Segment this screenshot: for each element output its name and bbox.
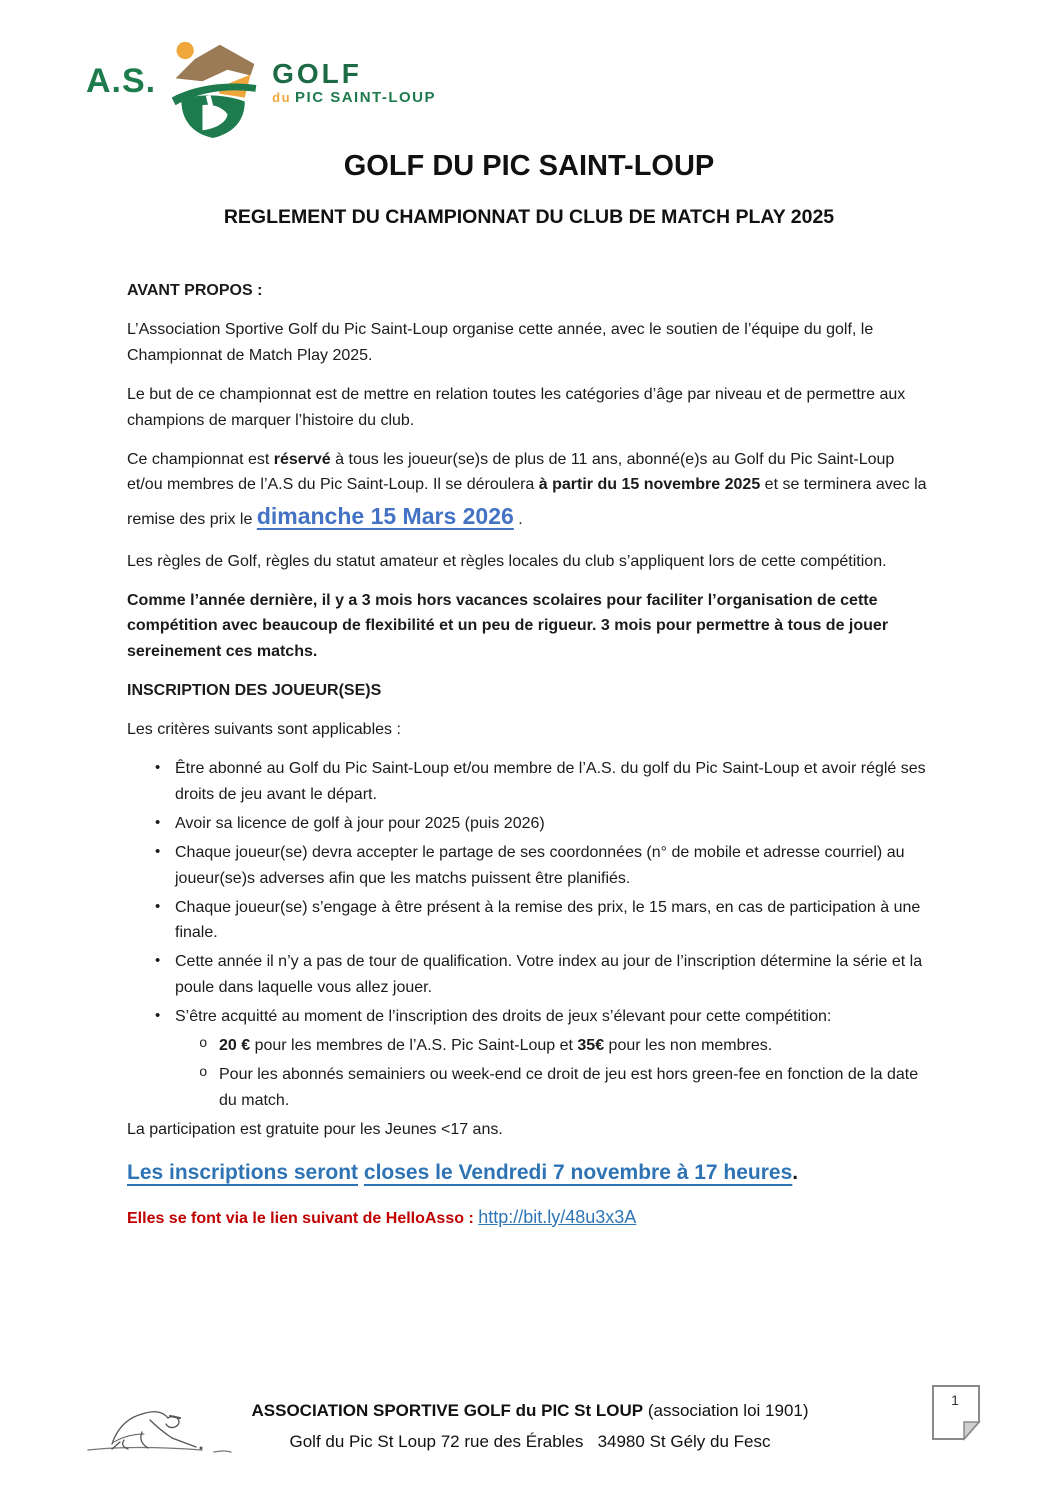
footer <box>127 1396 933 1457</box>
footer-address: Golf du Pic St Loup 72 rue des Érables 34980 St Gély du Fesc <box>289 1431 771 1451</box>
text-run: à partir du 15 novembre 2025 <box>538 476 761 494</box>
list-item-text <box>219 1033 933 1059</box>
text-run: et se terminera avec la remise des prix le <box>127 476 927 529</box>
text-run: Elles se font via le lien suivant de HelloAsso : <box>127 1209 479 1227</box>
bullet-marker: o <box>199 1065 208 1081</box>
bullet-marker: • <box>155 842 161 860</box>
list-item-text <box>175 756 933 808</box>
list-item-text <box>175 949 933 1001</box>
text-run: Chaque joueur(se) devra accepter le partage de ses coordonnées (n° de mobile et adresse courriel) au joueur(se)s adverses afin que les matchs puissent être planifiés. <box>175 843 905 887</box>
golf-club-emblem-icon <box>168 38 260 138</box>
bullet-marker: • <box>155 1007 161 1025</box>
registration-deadline <box>127 1156 933 1190</box>
text-run: 35€ <box>577 1037 605 1055</box>
list-item <box>127 895 933 947</box>
text-run: Cette année il n’y a pas de tour de qualification. Votre index au jour de l’inscription détermine la série et la poule dans laquelle vous allez jouer. <box>175 953 923 997</box>
list-item <box>127 1033 933 1059</box>
text-run: Pour les abonnés semainiers ou week-end ce droit de jeu est hors green-fee en fonction de la date du match. <box>219 1066 919 1109</box>
list-item <box>127 840 933 892</box>
text-run: Être abonné au Golf du Pic Saint-Loup et/ou membre de l’A.S. du golf du Pic Saint-Loup et avoir réglé ses droits de jeu avant le départ. <box>175 760 926 803</box>
registration-link-line <box>127 1203 933 1232</box>
page-number-box <box>931 1384 983 1442</box>
text-run: closes le Vendredi 7 novembre à 17 heures <box>363 1160 793 1184</box>
text-run: Comme l’année dernière, il y a 3 mois hors vacances scolaires pour faciliter l’organisation de cette compétition avec beaucoup de flexibilité et un peu de rigueur. 3 mois pour permettre à tous de jouer sereinement ces matchs. <box>127 591 889 661</box>
list-item <box>127 756 933 808</box>
list-item-text <box>219 1062 933 1114</box>
text-run: Le but de ce championnat est de mettre en relation toutes les catégories d’âge par niveau et de permettre aux champions de marquer l’histoire du club. <box>127 385 906 429</box>
text-run: Les règles de Golf, règles du statut amateur et règles locales du club s’appliquent lors de cette compétition. <box>127 552 887 570</box>
prize-date: dimanche 15 Mars 2026 <box>256 503 514 530</box>
list-item-text <box>175 840 933 892</box>
paragraph <box>127 549 933 575</box>
text-run: . <box>792 1160 799 1184</box>
logo-golf-text: GOLF <box>272 57 362 89</box>
page-title: GOLF DU PIC SAINT-LOUP <box>343 150 715 182</box>
helloasso-link[interactable]: http://bit.ly/48u3x3A <box>478 1206 637 1227</box>
text-run: réservé <box>273 450 331 468</box>
text-run: Ce championnat est <box>127 450 274 468</box>
bullet-marker: • <box>155 952 161 970</box>
footer-association-name: ASSOCIATION SPORTIVE GOLF du PIC St LOUP <box>251 1401 644 1420</box>
text-run: Avoir sa licence de golf à jour pour 2025 (puis 2026) <box>175 814 545 832</box>
text-run: pour les non membres. <box>604 1037 773 1055</box>
paragraph <box>127 382 933 434</box>
paragraph <box>127 717 933 743</box>
paragraph <box>127 1117 933 1143</box>
text-run: Les inscriptions seront <box>127 1160 359 1184</box>
bullet-marker: • <box>155 813 161 831</box>
list-item <box>127 949 933 1001</box>
text-run: Les critères suivants sont applicables : <box>127 721 401 739</box>
text-run: S’être acquitté au moment de l’inscription des droits de jeux s’élevant pour cette compétition: <box>175 1008 832 1026</box>
logo-du-text: du <box>272 89 292 105</box>
footer-association-line <box>127 1396 933 1427</box>
footer-association-law: (association loi 1901) <box>643 1401 809 1420</box>
bullet-list <box>127 756 933 1030</box>
list-item <box>127 811 933 837</box>
paragraph <box>127 447 933 536</box>
logo-picsaintloup-text: PIC SAINT-LOUP <box>295 88 437 106</box>
bullet-marker: • <box>155 897 161 915</box>
text-run: 20 € <box>219 1037 251 1055</box>
paragraph <box>127 588 933 666</box>
club-logo <box>86 38 436 138</box>
bullet-marker: o <box>199 1036 208 1053</box>
sub-bullet-list <box>127 1033 933 1114</box>
bullet-marker: • <box>155 759 161 777</box>
text-run: . <box>513 511 523 529</box>
page-number: 1 <box>951 1392 959 1408</box>
section-heading: INSCRIPTION DES JOUEUR(SE)S <box>127 682 382 700</box>
logo-as-text: A.S. <box>86 61 157 100</box>
text-run: à tous les joueur(se)s de plus de 11 ans, abonné(e)s au Golf du Pic Saint-Loup et/ou membres de l’A.S du Pic Saint-Loup. Il se déroulera <box>127 450 895 494</box>
list-item-text <box>175 811 933 837</box>
text-run: Chaque joueur(se) s’engage à être présent à la remise des prix, le 15 mars, en cas de participation à une finale. <box>175 898 921 942</box>
logo-wordmark <box>272 59 436 118</box>
text-run: La participation est gratuite pour les Jeunes <17 ans. <box>127 1120 503 1138</box>
section-heading: AVANT PROPOS : <box>127 282 263 299</box>
list-item <box>127 1004 933 1030</box>
text-run: L’Association Sportive Golf du Pic Saint-Loup organise cette année, avec le soutien de l’équipe du golf, le Championnat de Match Play 2025. <box>127 320 874 364</box>
text-run: pour les membres de l’A.S. Pic Saint-Loup et <box>250 1037 578 1055</box>
list-item-text <box>175 1004 933 1030</box>
page-subtitle: REGLEMENT DU CHAMPIONNAT DU CLUB DE MATCH PLAY 2025 <box>223 206 835 228</box>
list-item <box>127 1062 933 1114</box>
document-body <box>127 278 933 1245</box>
list-item-text <box>175 895 933 947</box>
paragraph <box>127 317 933 369</box>
